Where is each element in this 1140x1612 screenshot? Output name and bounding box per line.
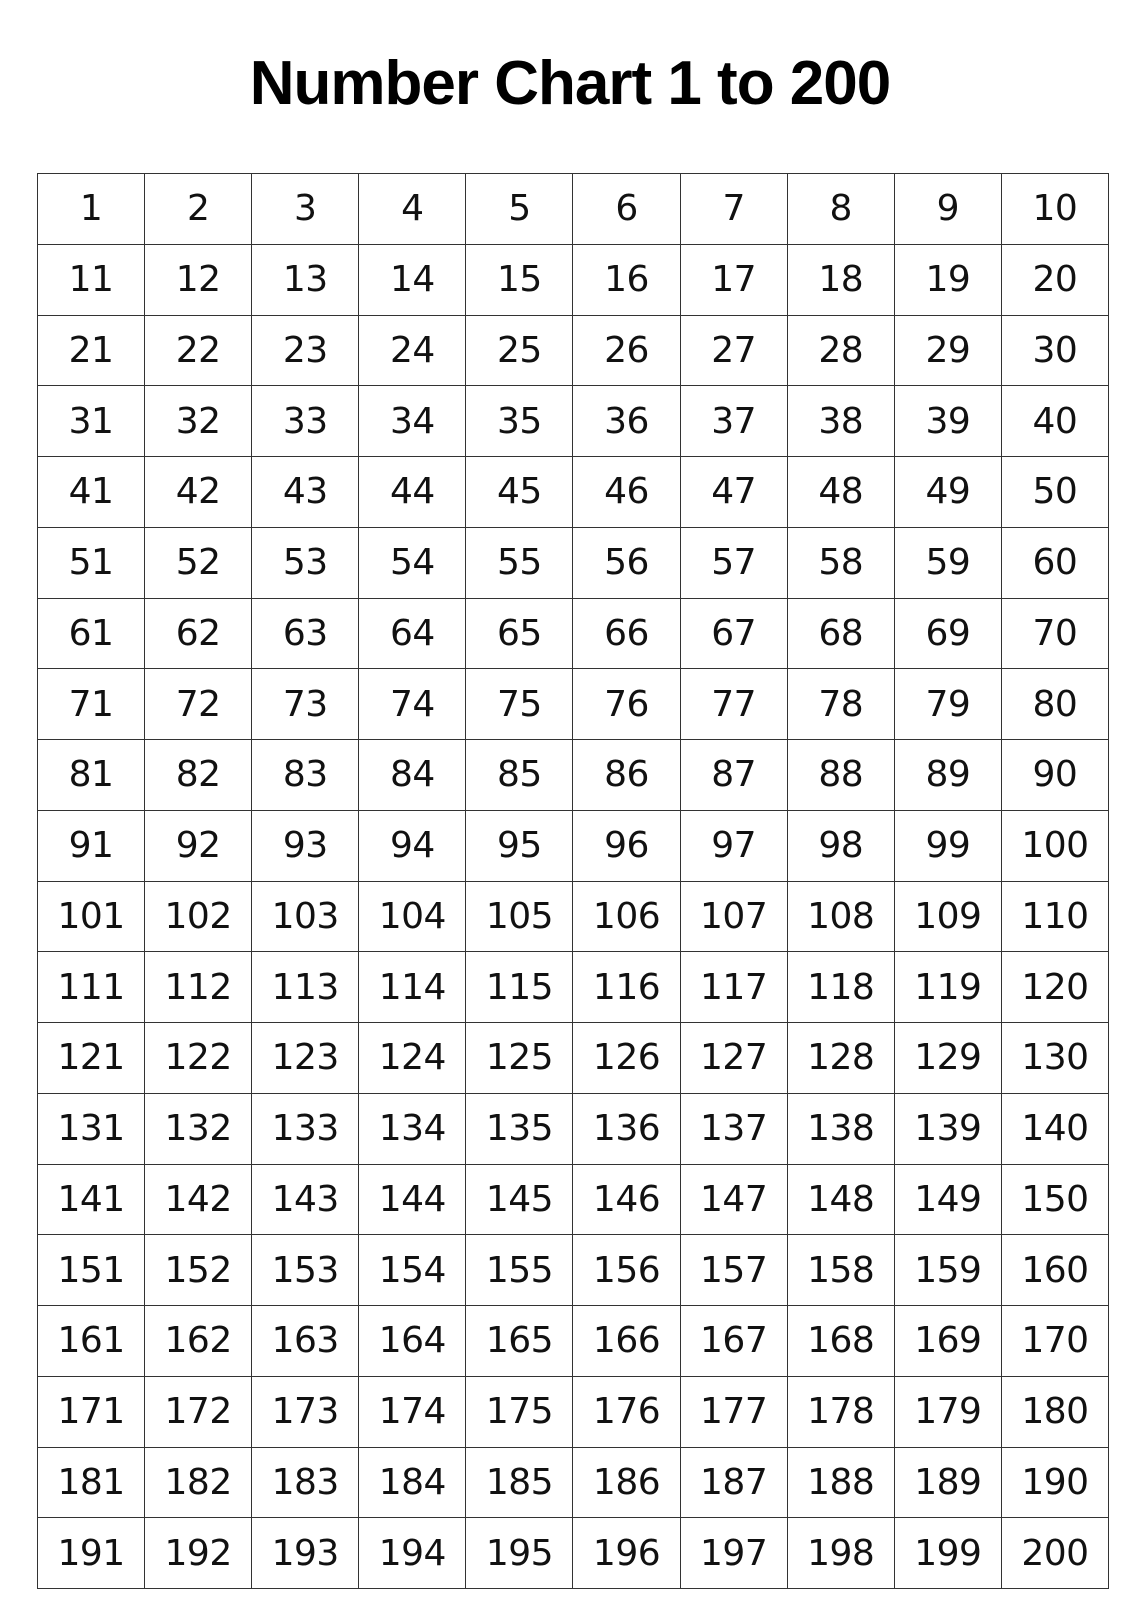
number-cell: 189 xyxy=(895,1448,1002,1519)
number-cell: 163 xyxy=(252,1306,359,1377)
number-cell: 180 xyxy=(1002,1377,1109,1448)
number-cell: 145 xyxy=(466,1165,573,1236)
number-cell: 154 xyxy=(359,1235,466,1306)
number-cell: 123 xyxy=(252,1023,359,1094)
number-cell: 132 xyxy=(145,1094,252,1165)
number-cell: 96 xyxy=(573,811,680,882)
number-cell: 192 xyxy=(145,1518,252,1589)
number-cell: 48 xyxy=(788,457,895,528)
number-cell: 87 xyxy=(681,740,788,811)
number-cell: 111 xyxy=(38,952,145,1023)
number-cell: 187 xyxy=(681,1448,788,1519)
number-cell: 158 xyxy=(788,1235,895,1306)
number-cell: 167 xyxy=(681,1306,788,1377)
number-cell: 109 xyxy=(895,882,1002,953)
number-cell: 27 xyxy=(681,316,788,387)
number-cell: 29 xyxy=(895,316,1002,387)
number-cell: 149 xyxy=(895,1165,1002,1236)
number-cell: 99 xyxy=(895,811,1002,882)
number-cell: 8 xyxy=(788,174,895,245)
number-cell: 138 xyxy=(788,1094,895,1165)
number-cell: 199 xyxy=(895,1518,1002,1589)
number-cell: 128 xyxy=(788,1023,895,1094)
number-cell: 37 xyxy=(681,386,788,457)
number-cell: 35 xyxy=(466,386,573,457)
number-cell: 103 xyxy=(252,882,359,953)
number-cell: 90 xyxy=(1002,740,1109,811)
number-cell: 4 xyxy=(359,174,466,245)
number-cell: 186 xyxy=(573,1448,680,1519)
number-cell: 146 xyxy=(573,1165,680,1236)
number-cell: 168 xyxy=(788,1306,895,1377)
number-cell: 1 xyxy=(38,174,145,245)
number-cell: 71 xyxy=(38,669,145,740)
number-cell: 11 xyxy=(38,245,145,316)
number-cell: 160 xyxy=(1002,1235,1109,1306)
number-cell: 194 xyxy=(359,1518,466,1589)
number-cell: 126 xyxy=(573,1023,680,1094)
number-cell: 85 xyxy=(466,740,573,811)
number-cell: 116 xyxy=(573,952,680,1023)
number-cell: 43 xyxy=(252,457,359,528)
number-cell: 68 xyxy=(788,599,895,670)
number-cell: 144 xyxy=(359,1165,466,1236)
number-cell: 166 xyxy=(573,1306,680,1377)
number-cell: 114 xyxy=(359,952,466,1023)
number-cell: 86 xyxy=(573,740,680,811)
number-cell: 98 xyxy=(788,811,895,882)
number-cell: 176 xyxy=(573,1377,680,1448)
number-cell: 40 xyxy=(1002,386,1109,457)
number-cell: 191 xyxy=(38,1518,145,1589)
number-cell: 171 xyxy=(38,1377,145,1448)
number-cell: 39 xyxy=(895,386,1002,457)
number-cell: 133 xyxy=(252,1094,359,1165)
number-cell: 200 xyxy=(1002,1518,1109,1589)
number-cell: 196 xyxy=(573,1518,680,1589)
number-cell: 88 xyxy=(788,740,895,811)
number-cell: 91 xyxy=(38,811,145,882)
number-cell: 46 xyxy=(573,457,680,528)
number-cell: 155 xyxy=(466,1235,573,1306)
number-cell: 70 xyxy=(1002,599,1109,670)
number-cell: 127 xyxy=(681,1023,788,1094)
number-cell: 76 xyxy=(573,669,680,740)
number-cell: 64 xyxy=(359,599,466,670)
number-cell: 44 xyxy=(359,457,466,528)
number-cell: 121 xyxy=(38,1023,145,1094)
number-cell: 31 xyxy=(38,386,145,457)
number-cell: 12 xyxy=(145,245,252,316)
number-cell: 36 xyxy=(573,386,680,457)
number-cell: 73 xyxy=(252,669,359,740)
number-cell: 10 xyxy=(1002,174,1109,245)
number-cell: 7 xyxy=(681,174,788,245)
page-title: Number Chart 1 to 200 xyxy=(249,49,891,118)
number-cell: 153 xyxy=(252,1235,359,1306)
number-cell: 45 xyxy=(466,457,573,528)
number-cell: 93 xyxy=(252,811,359,882)
number-cell: 117 xyxy=(681,952,788,1023)
number-cell: 159 xyxy=(895,1235,1002,1306)
number-cell: 2 xyxy=(145,174,252,245)
number-cell: 140 xyxy=(1002,1094,1109,1165)
number-cell: 14 xyxy=(359,245,466,316)
number-cell: 175 xyxy=(466,1377,573,1448)
number-cell: 115 xyxy=(466,952,573,1023)
number-cell: 119 xyxy=(895,952,1002,1023)
number-cell: 32 xyxy=(145,386,252,457)
number-cell: 51 xyxy=(38,528,145,599)
number-cell: 56 xyxy=(573,528,680,599)
number-cell: 16 xyxy=(573,245,680,316)
number-cell: 81 xyxy=(38,740,145,811)
number-cell: 80 xyxy=(1002,669,1109,740)
number-cell: 104 xyxy=(359,882,466,953)
number-cell: 102 xyxy=(145,882,252,953)
number-cell: 182 xyxy=(145,1448,252,1519)
number-cell: 156 xyxy=(573,1235,680,1306)
number-cell: 55 xyxy=(466,528,573,599)
number-cell: 38 xyxy=(788,386,895,457)
number-cell: 143 xyxy=(252,1165,359,1236)
number-cell: 78 xyxy=(788,669,895,740)
number-cell: 77 xyxy=(681,669,788,740)
number-cell: 179 xyxy=(895,1377,1002,1448)
number-cell: 21 xyxy=(38,316,145,387)
number-cell: 49 xyxy=(895,457,1002,528)
number-cell: 120 xyxy=(1002,952,1109,1023)
number-cell: 6 xyxy=(573,174,680,245)
number-cell: 66 xyxy=(573,599,680,670)
number-cell: 165 xyxy=(466,1306,573,1377)
number-cell: 125 xyxy=(466,1023,573,1094)
number-cell: 23 xyxy=(252,316,359,387)
number-cell: 197 xyxy=(681,1518,788,1589)
number-cell: 25 xyxy=(466,316,573,387)
number-cell: 67 xyxy=(681,599,788,670)
number-cell: 172 xyxy=(145,1377,252,1448)
number-cell: 131 xyxy=(38,1094,145,1165)
number-cell: 22 xyxy=(145,316,252,387)
number-cell: 185 xyxy=(466,1448,573,1519)
number-cell: 161 xyxy=(38,1306,145,1377)
number-cell: 26 xyxy=(573,316,680,387)
number-cell: 69 xyxy=(895,599,1002,670)
number-cell: 5 xyxy=(466,174,573,245)
number-cell: 195 xyxy=(466,1518,573,1589)
number-cell: 59 xyxy=(895,528,1002,599)
number-cell: 3 xyxy=(252,174,359,245)
number-cell: 105 xyxy=(466,882,573,953)
number-cell: 173 xyxy=(252,1377,359,1448)
number-cell: 63 xyxy=(252,599,359,670)
number-cell: 162 xyxy=(145,1306,252,1377)
number-cell: 193 xyxy=(252,1518,359,1589)
number-cell: 177 xyxy=(681,1377,788,1448)
number-cell: 122 xyxy=(145,1023,252,1094)
number-cell: 184 xyxy=(359,1448,466,1519)
number-cell: 164 xyxy=(359,1306,466,1377)
number-cell: 113 xyxy=(252,952,359,1023)
number-cell: 190 xyxy=(1002,1448,1109,1519)
number-grid xyxy=(37,173,1109,1589)
number-cell: 95 xyxy=(466,811,573,882)
number-cell: 74 xyxy=(359,669,466,740)
number-cell: 79 xyxy=(895,669,1002,740)
number-cell: 13 xyxy=(252,245,359,316)
number-cell: 141 xyxy=(38,1165,145,1236)
number-cell: 72 xyxy=(145,669,252,740)
number-cell: 134 xyxy=(359,1094,466,1165)
number-cell: 24 xyxy=(359,316,466,387)
number-cell: 198 xyxy=(788,1518,895,1589)
number-cell: 53 xyxy=(252,528,359,599)
number-cell: 15 xyxy=(466,245,573,316)
number-cell: 178 xyxy=(788,1377,895,1448)
number-cell: 129 xyxy=(895,1023,1002,1094)
number-cell: 181 xyxy=(38,1448,145,1519)
number-cell: 135 xyxy=(466,1094,573,1165)
number-cell: 152 xyxy=(145,1235,252,1306)
number-cell: 60 xyxy=(1002,528,1109,599)
number-cell: 28 xyxy=(788,316,895,387)
number-cell: 151 xyxy=(38,1235,145,1306)
number-cell: 130 xyxy=(1002,1023,1109,1094)
number-cell: 89 xyxy=(895,740,1002,811)
number-cell: 41 xyxy=(38,457,145,528)
number-cell: 82 xyxy=(145,740,252,811)
number-cell: 100 xyxy=(1002,811,1109,882)
number-cell: 124 xyxy=(359,1023,466,1094)
number-cell: 52 xyxy=(145,528,252,599)
number-cell: 47 xyxy=(681,457,788,528)
number-cell: 65 xyxy=(466,599,573,670)
number-cell: 170 xyxy=(1002,1306,1109,1377)
number-cell: 62 xyxy=(145,599,252,670)
number-cell: 20 xyxy=(1002,245,1109,316)
number-cell: 169 xyxy=(895,1306,1002,1377)
number-cell: 188 xyxy=(788,1448,895,1519)
number-cell: 92 xyxy=(145,811,252,882)
number-cell: 174 xyxy=(359,1377,466,1448)
number-cell: 183 xyxy=(252,1448,359,1519)
number-cell: 136 xyxy=(573,1094,680,1165)
number-cell: 157 xyxy=(681,1235,788,1306)
number-cell: 84 xyxy=(359,740,466,811)
number-cell: 75 xyxy=(466,669,573,740)
number-cell: 42 xyxy=(145,457,252,528)
number-cell: 33 xyxy=(252,386,359,457)
number-cell: 18 xyxy=(788,245,895,316)
number-cell: 54 xyxy=(359,528,466,599)
number-cell: 97 xyxy=(681,811,788,882)
number-cell: 110 xyxy=(1002,882,1109,953)
number-cell: 107 xyxy=(681,882,788,953)
number-cell: 101 xyxy=(38,882,145,953)
number-cell: 83 xyxy=(252,740,359,811)
number-cell: 108 xyxy=(788,882,895,953)
number-cell: 57 xyxy=(681,528,788,599)
number-cell: 9 xyxy=(895,174,1002,245)
number-cell: 148 xyxy=(788,1165,895,1236)
number-cell: 30 xyxy=(1002,316,1109,387)
number-cell: 19 xyxy=(895,245,1002,316)
number-cell: 17 xyxy=(681,245,788,316)
number-cell: 106 xyxy=(573,882,680,953)
number-cell: 34 xyxy=(359,386,466,457)
number-cell: 139 xyxy=(895,1094,1002,1165)
number-cell: 150 xyxy=(1002,1165,1109,1236)
number-cell: 58 xyxy=(788,528,895,599)
number-cell: 118 xyxy=(788,952,895,1023)
number-cell: 147 xyxy=(681,1165,788,1236)
number-cell: 61 xyxy=(38,599,145,670)
number-cell: 137 xyxy=(681,1094,788,1165)
number-cell: 50 xyxy=(1002,457,1109,528)
number-cell: 94 xyxy=(359,811,466,882)
number-cell: 112 xyxy=(145,952,252,1023)
number-cell: 142 xyxy=(145,1165,252,1236)
